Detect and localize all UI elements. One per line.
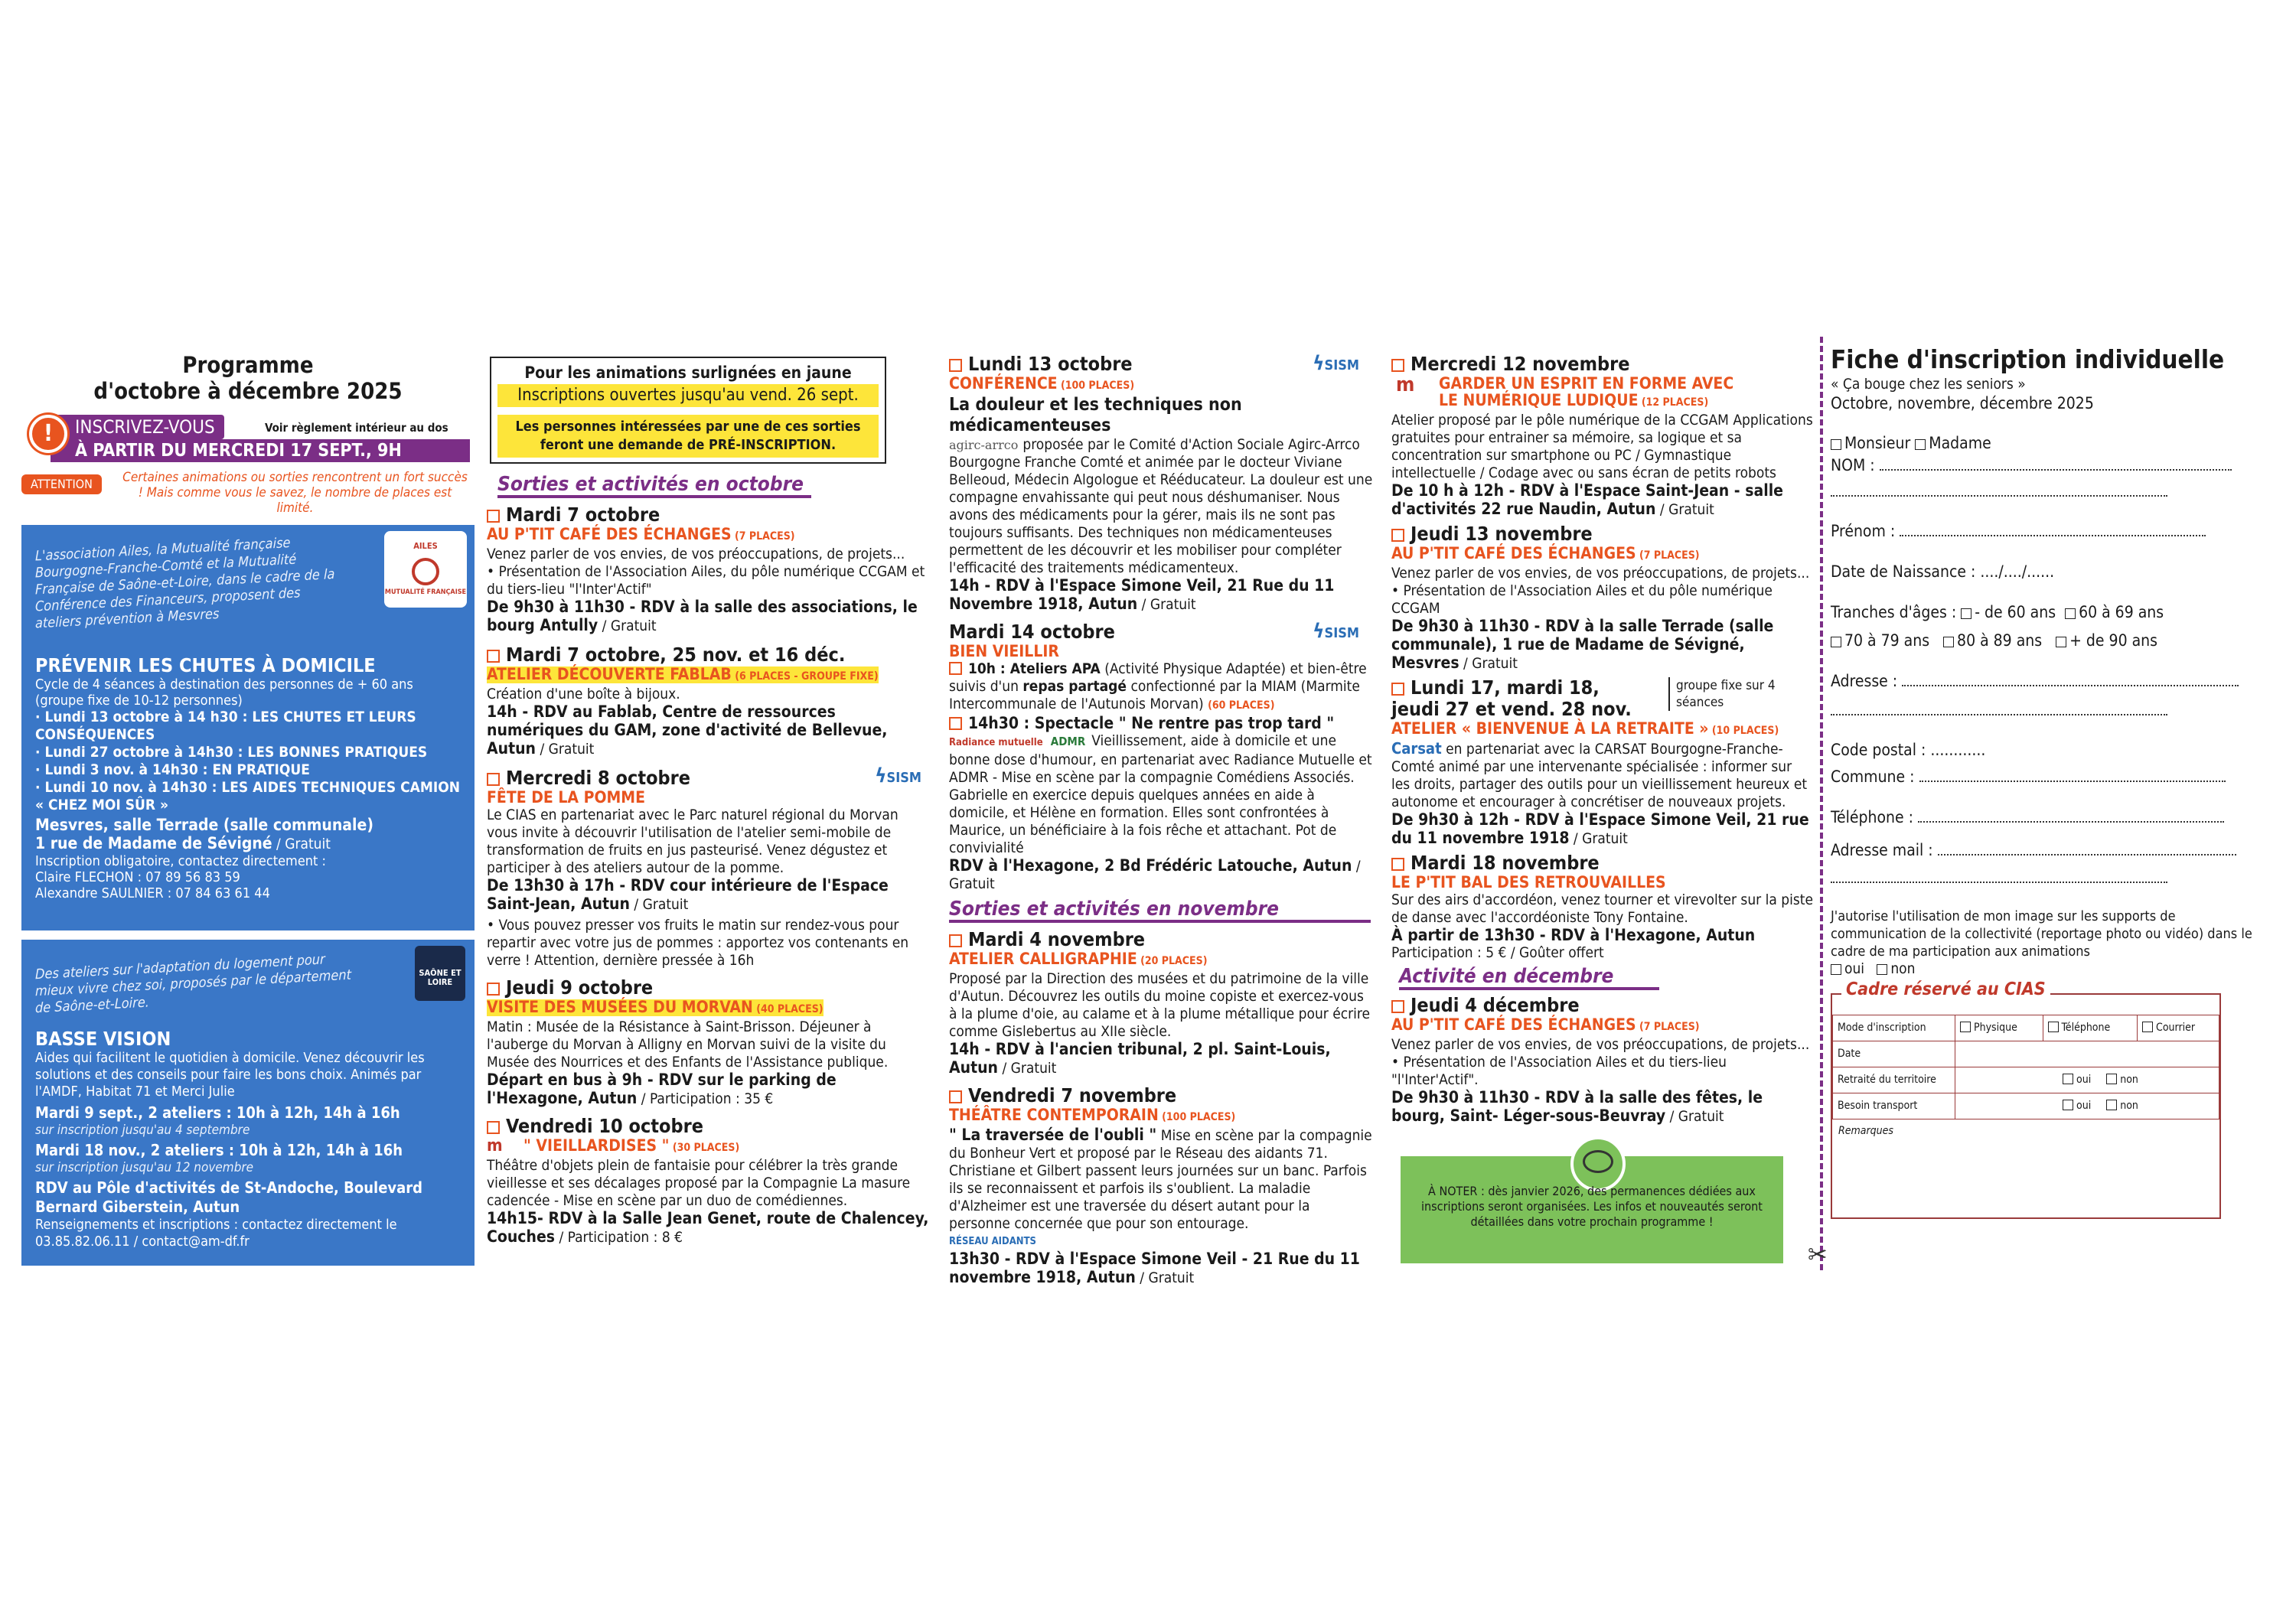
nom-field-line2[interactable]	[1831, 484, 2167, 497]
checkbox-icon[interactable]	[487, 510, 500, 523]
cias-title: Cadre réservé au CIAS	[1841, 981, 2050, 999]
adresse-field-line2[interactable]	[1831, 703, 2167, 715]
sism-logo: ϟSISM	[1313, 352, 1359, 375]
chutes-item: · Lundi 13 octobre à 14 h30 : LES CHUTES ET LEURS CONSÉQUENCES	[35, 709, 416, 743]
checkbox-icon[interactable]	[487, 650, 500, 663]
monsieur-checkbox[interactable]	[1831, 439, 1841, 450]
retraite-oui-checkbox[interactable]	[2063, 1074, 2073, 1084]
attention-badge: ATTENTION	[21, 474, 102, 494]
prenom-field[interactable]	[1900, 524, 2206, 536]
note-box: À NOTER : dès janvier 2026, des permanences dédiées aux inscriptions seront organisées. Les infos et nouveautés seront détaillées dans votre prochain programme !	[1401, 1156, 1783, 1263]
mail-field[interactable]	[1938, 843, 2236, 855]
nom-field[interactable]	[1880, 458, 2232, 471]
checkbox-icon[interactable]	[949, 717, 962, 730]
madame-checkbox[interactable]	[1915, 439, 1926, 450]
chutes-item: · Lundi 3 nov. à 14h30 : EN PRATIQUE	[35, 761, 310, 778]
adresse-field[interactable]	[1902, 674, 2239, 686]
inscrivez-label: INSCRIVEZ-VOUS	[51, 415, 224, 439]
vision-title: BASSE VISION	[35, 1028, 171, 1050]
event-fete-pomme: Mercredi 8 octobre ϟSISM FÊTE DE LA POMME Le CIAS en partenariat avec le Parc naturel régional du Morvan vous invite à découvrir l'utilisation de l'atelier semi-mobile de transformation de fruits en jus pasteurisé. Venez dégustez et participer à des ateliers autour de la pomme. De 13h30 à 17h - RDV cour intérieure de l'Espace Saint-Jean, Autun / Gratuit • Vous pouvez presser vos fruits le matin sur rendez-vous pour repartir avec votre jus de pommes : apportez vos contenants en verre ! Attention, dernière pressée à 16h	[487, 764, 921, 969]
event-retraite: Lundi 17, mardi 18, jeudi 27 et vend. 28 nov. groupe fixe sur 4 séances ATELIER « BIENVENUE À LA RETRAITE » (10 PLACES) Carsat en partenariat avec la CARSAT Bourgogne-Franche-Comté animé par une intervenante spécialisée : informer sur les droits, partager des outils pour un vieillissement heureux et autonome et encourager à concrétiser de nouveaux projets. De 9h30 à 12h - RDV à l'Espace Simone Veil, 21 rue du 11 novembre 1918 / Gratuit	[1391, 676, 1809, 847]
courrier-checkbox[interactable]	[2142, 1022, 2153, 1032]
chat-icon	[1583, 1150, 1613, 1173]
inscrivez-banner	[21, 412, 475, 465]
admr-logo: ADMR	[1050, 735, 1086, 748]
yellow-notice: Pour les animations surlignées en jaune Inscriptions ouvertes jusqu'au vend. 26 sept. Les personnes intéressées par une de ces sorties feront une demande de PRÉ-INSCRIPTION.	[490, 357, 886, 464]
checkbox-icon[interactable]	[487, 773, 500, 786]
age-checkbox[interactable]	[2065, 608, 2076, 619]
transport-oui-checkbox[interactable]	[2063, 1100, 2073, 1110]
column-2	[487, 357, 932, 1247]
cut-line	[1820, 337, 1823, 1270]
scissors-icon: ✂	[1808, 1240, 1828, 1270]
agirc-arrco-logo: agirc-arrco	[949, 438, 1019, 452]
checkbox-icon[interactable]	[949, 1090, 962, 1103]
ailes-logo: AILES MUTUALITÉ FRANÇAISE	[384, 531, 467, 608]
event-decembre: Jeudi 4 décembre AU P'TIT CAFÉ DES ÉCHANGES (7 PLACES) Venez parler de vos envies, de vos préoccupations, de projets... • Présentation de l'Association Ailes et du tiers-lieu "l'Inter'Actif". De 9h30 à 11h30 - RDV à la salle des fêtes, le bourg, Saint- Léger-sous-Beuvray / Gratuit	[1391, 994, 1810, 1125]
sism-icon: ϟ	[875, 764, 887, 787]
checkbox-icon[interactable]	[487, 983, 500, 996]
cias-frame: Cadre réservé au CIAS Mode d'inscription Physique Téléphone Courrier Date Retraité du territoire oui non Besoin transport oui non Remarques	[1831, 993, 2221, 1219]
attention-block	[21, 470, 475, 517]
checkbox-icon[interactable]	[949, 359, 962, 372]
checkbox-icon[interactable]	[1391, 858, 1404, 871]
naissance-field[interactable]: Date de Naissance : ..../..../......	[1831, 562, 2055, 581]
section-decembre: Activité en décembre	[1399, 968, 1814, 990]
telephone-checkbox[interactable]	[2048, 1022, 2059, 1032]
form-title: Fiche d'inscription individuelle	[1831, 344, 2225, 374]
age-checkbox[interactable]	[1943, 637, 1954, 647]
column-3	[949, 354, 1375, 1287]
sism-logo: ϟSISM	[1313, 620, 1359, 643]
prevention-intro: L'association Ailes, la Mutualité française Bourgogne-Franche-Comté et la Mutualité Française de Saône-et-Loire, dans le cadre de la Conférence des Financeurs, proposent des ateliers prévention à Mesvres	[35, 535, 335, 632]
event-conference: Lundi 13 octobre ϟSISM CONFÉRENCE (100 PLACES) La douleur et les techniques non médicamenteuses agirc-arrco proposée par le Comité d'Action Sociale Agirc-Arrco Bourgogne Franche Comté et animée par le docteur Viviane Belleoud, Médecin Algologue et Rééducateur. La douleur est une compagne envahissante qui peut nous déshumaniser. Nous avons des médicaments pour la gérer, mais ils ne sont pas toujours suffisants. Des techniques non médicamenteuses permettent de les découvrir et les mobiliser pour compléter l'efficacité des traitements médicamenteux. 14h - RDV à l'Espace Simone Veil, 21 Rue du 11 Novembre 1918, Autun / Gratuit	[949, 352, 1373, 613]
checkbox-icon[interactable]	[487, 1121, 500, 1134]
checkbox-icon[interactable]	[949, 934, 962, 947]
checkbox-icon[interactable]	[1391, 529, 1404, 542]
reglement-text: Voir règlement intérieur au dos	[265, 421, 448, 435]
telephone-field[interactable]	[1918, 810, 2224, 823]
date-cell[interactable]	[1955, 1041, 2219, 1067]
checkbox-icon[interactable]	[1391, 683, 1404, 696]
image-oui-checkbox[interactable]	[1831, 964, 1841, 975]
event-mardi-7-oct: Mardi 7 octobre AU P'TIT CAFÉ DES ÉCHANGES (7 PLACES) Venez parler de vos envies, de vos préoccupations, de projets... • Présentation de l'Association Ailes, du pôle numérique CCGAM et du tiers-lieu "l'Inter'Actif" De 9h30 à 11h30 - RDV à la salle des associations, le bourg Antully / Gratuit	[487, 504, 925, 634]
event-numerique: Mercredi 12 novembre m GARDER UN ESPRIT EN FORME AVEC LE NUMÉRIQUE LUDIQUE (12 PLACES) Atelier proposé par le pôle numérique de la CCGAM Applications gratuites pour entrainer sa mémoire, sa logique et sa concentration sur smartphone ou PC / Gymnastique intellectuelle / Codage avec ou sans écran de petits robots De 10 h à 12h - RDV à l'Espace Saint-Jean - salle d'activités 22 rue Naudin, Autun / Gratuit	[1391, 353, 1813, 518]
carsat-logo: Carsat	[1391, 739, 1442, 758]
event-jeudi-13-nov: Jeudi 13 novembre AU P'TIT CAFÉ DES ÉCHANGES (7 PLACES) Venez parler de vos envies, de vos préoccupations, de projets... • Présentation de l'Association Ailes et du pôle numérique CCGAM De 9h30 à 11h30 - RDV à la salle Terrade (salle communale), 1 rue de Madame de Sévigné, Mesvres / Gratuit	[1391, 523, 1810, 672]
event-bal: Mardi 18 novembre LE P'TIT BAL DES RETROUVAILLES Sur des airs d'accordéon, venez tourner et virevolter sur la piste de danse avec l'accordéoniste Tony Fontaine. À partir de 13h30 - RDV à l'Hexagone, Autun Participation : 5 € / Goûter offert	[1391, 852, 1813, 961]
inscription-form: Fiche d'inscription individuelle « Ça bouge chez les seniors » Octobre, novembre, décembre 2025 Monsieur Madame NOM : Prénom : Date de Naissance : ..../..../...... Tranches d'âges : - de 60 ans 60 à 69 ans 70 à 79 ans 80 à 89 ans + de 90 ans Adresse : Code postal : ............ Commune : Téléphone : Adresse mail : J'autorise l'utilisation de mon image sur les supports de communication de la collectivité (reportage photo ou vidéo) dans le cadre de ma participation aux animations oui non Cadre réservé au CIAS Mode d'inscription Physique Téléphone Courrier Date Retraité du territoire oui non Besoin transport oui non Remarques	[1831, 344, 2259, 1219]
chutes-item: · Lundi 10 nov. à 14h30 : LES AIDES TECHNIQUES CAMION « CHEZ MOI SÛR »	[35, 779, 461, 813]
groupe-fixe-note: groupe fixe sur 4 séances	[1668, 677, 1783, 711]
retraite-non-checkbox[interactable]	[2106, 1074, 2117, 1084]
apartir-label: À PARTIR DU MERCREDI 17 SEPT., 9H	[51, 439, 470, 462]
section-octobre: Sorties et activités en octobre	[497, 476, 932, 498]
column-1	[21, 352, 475, 1266]
image-non-checkbox[interactable]	[1877, 964, 1887, 975]
chutes-item: · Lundi 27 octobre à 14h30 : LES BONNES PRATIQUES	[35, 744, 428, 761]
event-musees: Jeudi 9 octobre VISITE DES MUSÉES DU MORVAN (40 PLACES) Matin : Musée de la Résistance à Saint-Brisson. Déjeuner à l'auberge du Morvan à Alligny en Morvan suivi de la visite du Musée des Nourrices et des Enfants de l'Assistance publique. Départ en bus à 9h - RDV sur le parking de l'Hexagone, Autun / Participation : 35 €	[487, 976, 889, 1107]
saone-loire-logo: SAÔNE ET LOIRE	[415, 946, 465, 1001]
age-checkbox[interactable]	[1831, 637, 1841, 647]
code-postal-field[interactable]: Code postal : ............	[1831, 741, 1986, 759]
event-vieillardises: Vendredi 10 octobre m " VIEILLARDISES " (30 PLACES) Théâtre d'objets plein de fantaisie pour célébrer la très grande vieillesse et ses décalages proposé par la Compagnie La masure cadencée - Mise en scène par un duo de comédiennes. 14h15- RDV à la Salle Jean Genet, route de Chalencey, Couches / Participation : 8 €	[487, 1115, 929, 1246]
event-bien-vieillir: Mardi 14 octobre ϟSISM BIEN VIEILLIR 10h : Ateliers APA (Activité Physique Adaptée) et bien-être suivis d'un repas partagé confectionné par la MIAM (Marmite Intercommunale de l'Autunois Morvan) (60 PLACES) 14h30 : Spectacle " Ne rentre pas trop tard " Radiance mutuelle ADMR Vieillissement, aide à domicile et une bonne dose d'humour, en partenariat avec Radiance Mutuelle et ADMR - Mise en scène par la compagnie Comédiens Associés. Gabrielle en exercice depuis quelques années en aide à domicile, et Hélène en formation. Elles sont confrontées à Maurice, un bénéficiaire à la fois rêche et attachant. Pot de convivialité RDV à l'Hexagone, 2 Bd Frédéric Latouche, Autun / Gratuit	[949, 620, 1372, 892]
attention-text: Certaines animations ou sorties rencontrent un fort succès ! Mais comme vous le savez, le nombre de places est limité.	[122, 470, 468, 516]
physique-checkbox[interactable]	[1960, 1022, 1971, 1032]
reseau-aidants-logo: RÉSEAU AIDANTS	[949, 1236, 1036, 1247]
sism-logo: ϟSISM	[875, 764, 921, 787]
logement-panel: Des ateliers sur l'adaptation du logement pour mieux vivre chez soi, proposés par le département de Saône-et-Loire. SAÔNE ET LOIRE BASSE VISION Aides qui facilitent le quotidien à domicile. Venez découvrir les solutions et des conseils pour faire les bons choix. Animés par l'AMDF, Habitat 71 et Merci Julie Mardi 9 sept., 2 ateliers : 10h à 12h, 14h à 16h sur inscription jusqu'au 4 septembre Mardi 18 nov., 2 ateliers : 10h à 12h, 14h à 16h sur inscription jusqu'au 12 novembre RDV au Pôle d'activités de St-Andoche, Boulevard Bernard Giberstein, Autun Renseignements et inscriptions : contactez directement le 03.85.82.06.11 / contact@am-df.fr	[21, 940, 475, 1266]
sism-icon: ϟ	[1313, 620, 1325, 643]
page-title: Programme d'octobre à décembre 2025	[93, 352, 403, 404]
commune-field[interactable]	[1919, 770, 2226, 782]
section-novembre: Sorties et activités en novembre	[949, 901, 1375, 923]
prevention-panel: L'association Ailes, la Mutualité française Bourgogne-Franche-Comté et la Mutualité Française de Saône-et-Loire, dans le cadre de la Conférence des Financeurs, proposent des ateliers prévention à Mesvres AILES MUTUALITÉ FRANÇAISE PRÉVENIR LES CHUTES À DOMICILE Cycle de 4 séances à destination des personnes de + 60 ans (groupe fixe de 10-12 personnes) · Lundi 13 octobre à 14 h30 : LES CHUTES ET LEURS CONSÉQUENCES · Lundi 27 octobre à 14h30 : LES BONNES PRATIQUES · Lundi 3 nov. à 14h30 : EN PRATIQUE · Lundi 10 nov. à 14h30 : LES AIDES TECHNIQUES CAMION « CHEZ MOI SÛR » Mesvres, salle Terrade (salle communale) 1 rue de Madame de Sévigné / Gratuit Inscription obligatoire, contactez directement : Claire FLECHON : 07 89 56 83 59 Alexandre SAULNIER : 07 84 63 61 44	[21, 525, 475, 930]
transport-non-checkbox[interactable]	[2106, 1100, 2117, 1110]
mail-field-line2[interactable]	[1831, 871, 2167, 883]
checkbox-icon[interactable]	[1391, 359, 1404, 372]
event-theatre: Vendredi 7 novembre THÉÂTRE CONTEMPORAIN (100 PLACES) " La traversée de l'oubli " Mise en scène par la compagnie du Bonheur Vert et proposé par le Réseau des aidants 71. Christiane et Gilbert passent leurs journées sur un banc. Parfois ils se reconnaissent et parfois ils s'oublient. La maladie d'Alzheimer est une traversée du désert autant pour la personne concernée que pour son entourage. RÉSEAU AIDANTS 13h30 - RDV à l'Espace Simone Veil - 21 Rue du 11 novembre 1918, Autun / Gratuit	[949, 1085, 1375, 1287]
event-calligraphie: Mardi 4 novembre ATELIER CALLIGRAPHIE (20 PLACES) Proposé par la Direction des musées et du patrimoine de la ville d'Autun. Découvrez les outils du moine copiste et exercez-vous à la plume d'oie, au calame et à la plume métallique pour écrire comme Gislebertus au XIIe siècle. 14h - RDV à l'ancien tribunal, 2 pl. Saint-Louis, Autun / Gratuit	[949, 928, 1371, 1077]
tiers-lieu-logo: m	[487, 1136, 503, 1155]
mutualite-icon	[412, 558, 439, 585]
age-checkbox[interactable]	[2056, 637, 2066, 647]
sism-icon: ϟ	[1313, 352, 1325, 375]
chutes-title: PRÉVENIR LES CHUTES À DOMICILE	[35, 654, 376, 676]
alert-icon: !	[29, 415, 67, 453]
radiance-logo: Radiance mutuelle	[949, 737, 1043, 748]
column-4	[1391, 354, 1814, 1263]
event-fablab: Mardi 7 octobre, 25 nov. et 16 déc. ATELIER DÉCOUVERTE FABLAB (6 PLACES - GROUPE FIXE) Création d'une boîte à bijoux. 14h - RDV au Fablab, Centre de ressources numériques du GAM, zone d'activité de Bellevue, Autun / Gratuit	[487, 644, 888, 758]
age-checkbox[interactable]	[1961, 608, 1971, 619]
checkbox-icon[interactable]	[1391, 1000, 1404, 1013]
checkbox-icon[interactable]	[949, 662, 962, 675]
tiers-lieu-logo: m	[1396, 373, 1415, 396]
